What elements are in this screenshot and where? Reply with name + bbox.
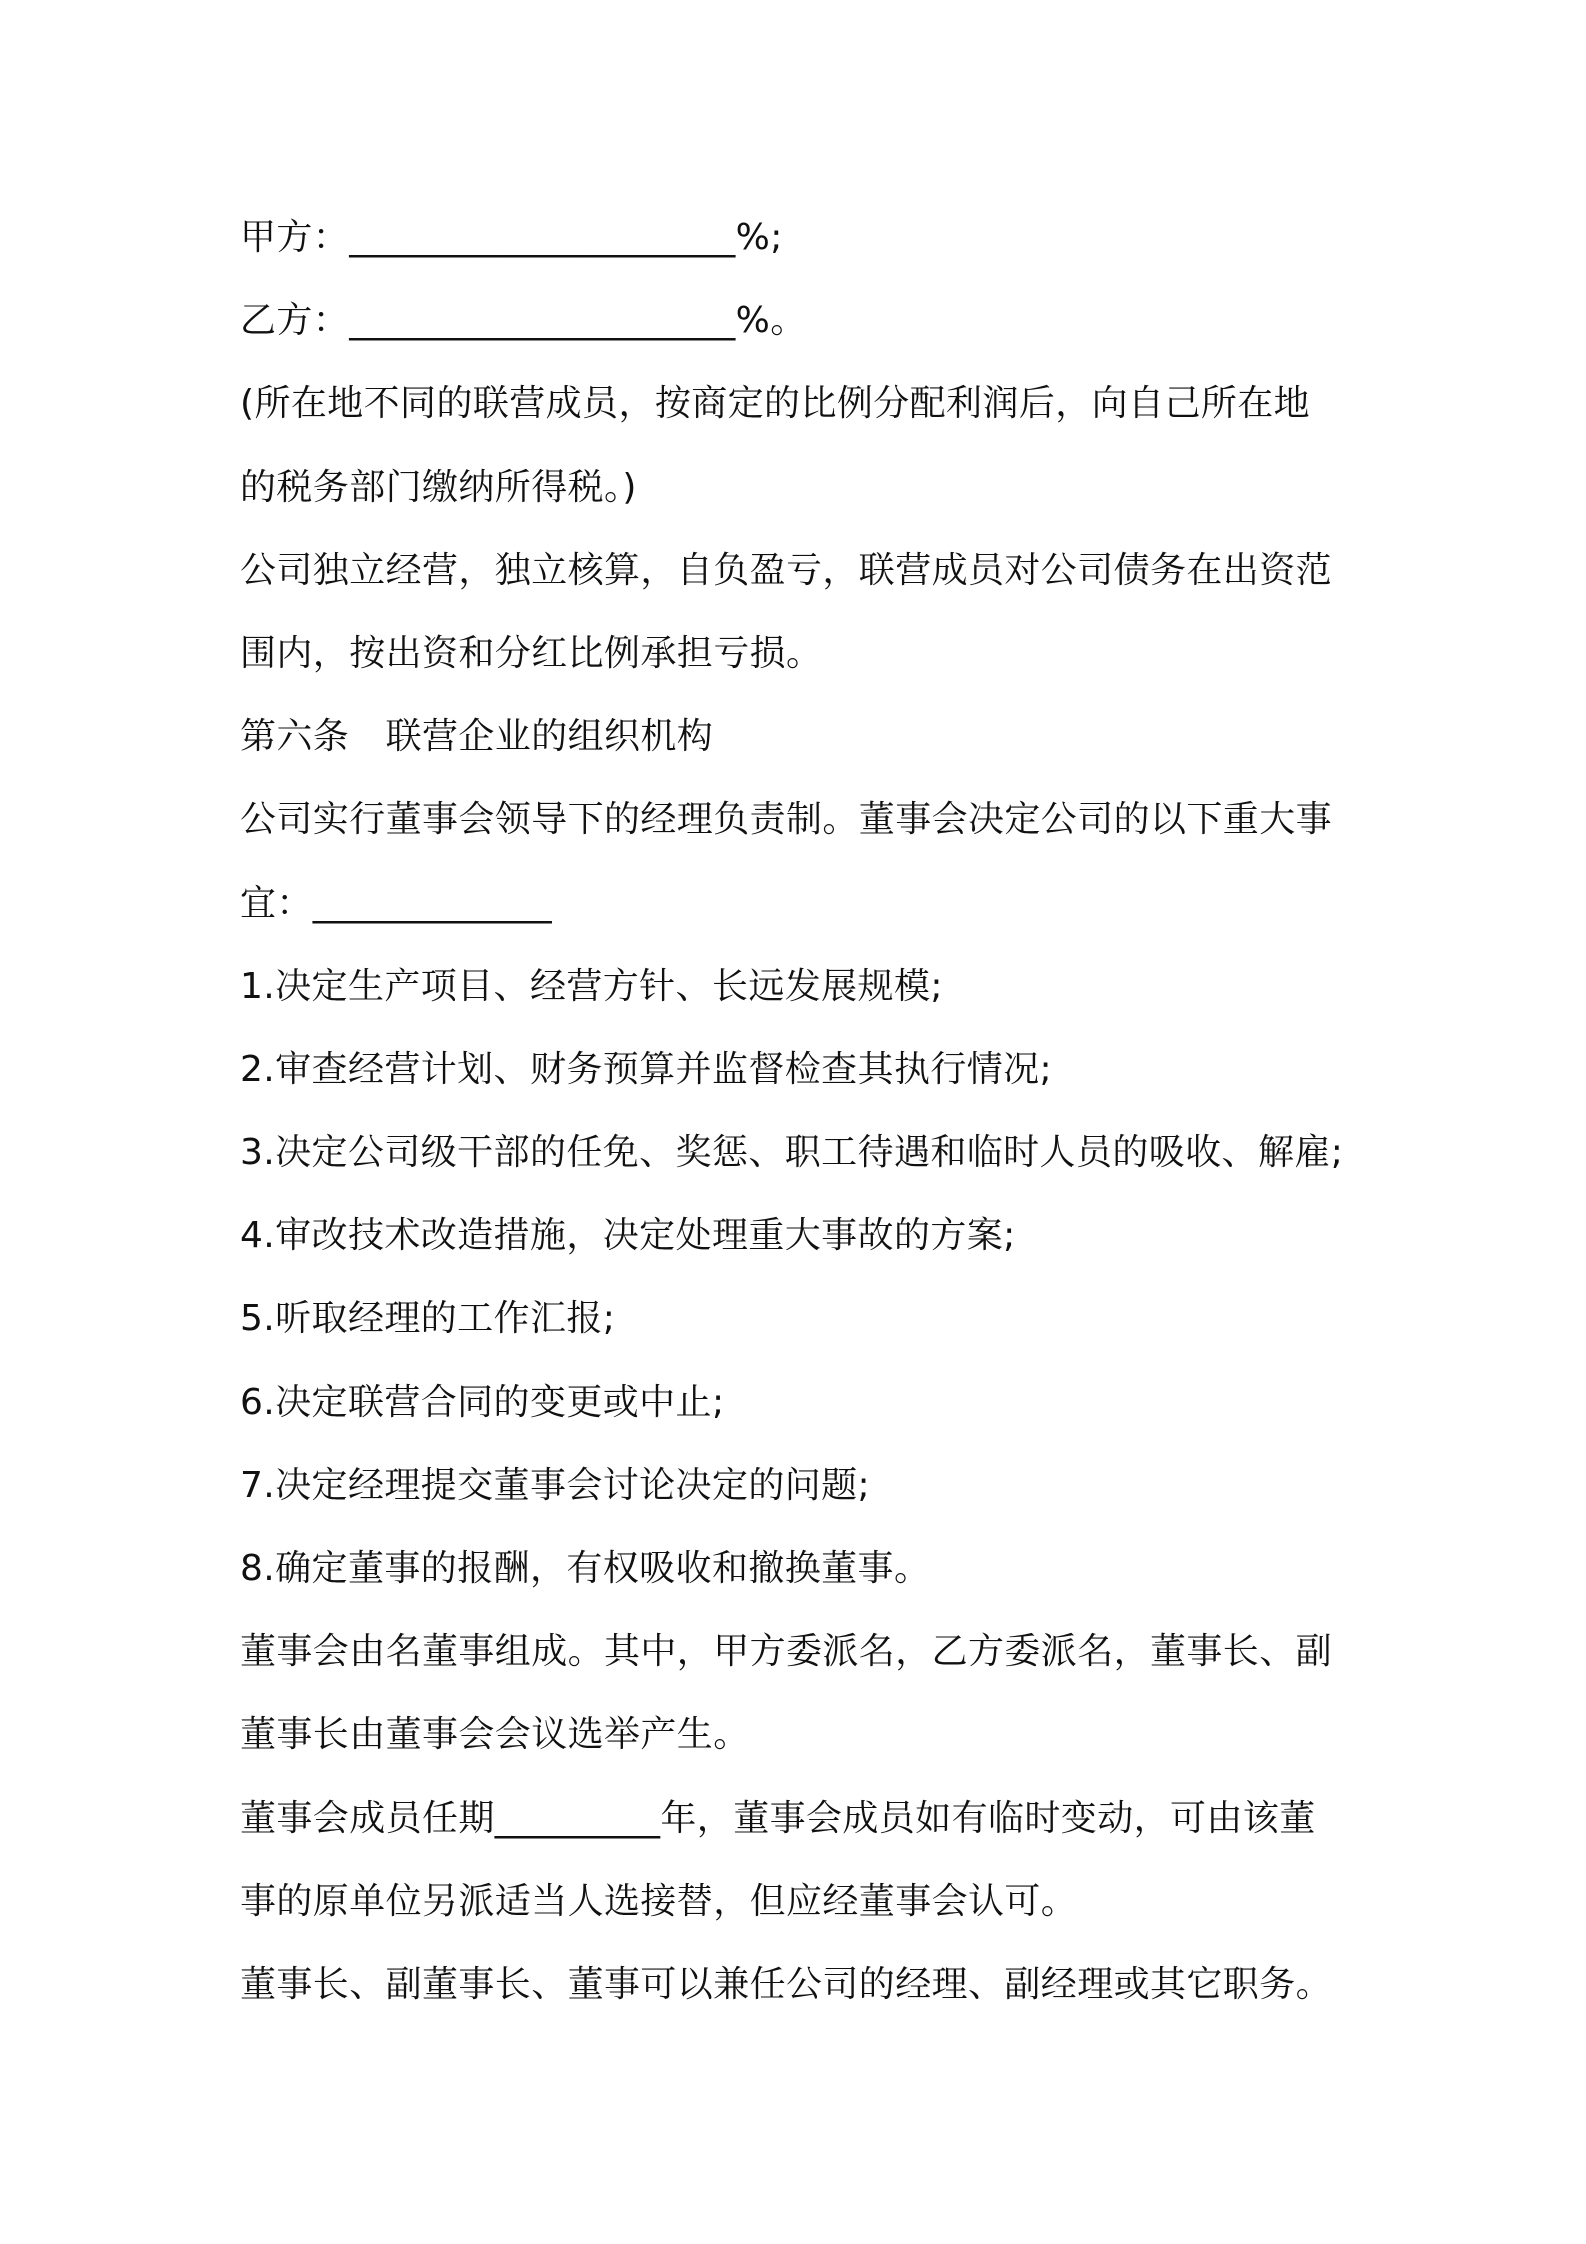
board-duty-item-7: 7.决定经理提交董事会讨论决定的问题;: [240, 1464, 871, 1506]
board-duty-item-5: 5.听取经理的工作汇报;: [240, 1298, 616, 1340]
board-duty-item-1: 1.决定生产项目、经营方针、长远发展规模;: [240, 965, 943, 1007]
article-six-heading: 第六条 联营企业的组织机构: [240, 716, 714, 758]
tax-note-line-1: (所在地不同的联营成员，按商定的比例分配利润后，向自己所在地: [240, 383, 1311, 425]
board-responsibility-line-1: 公司实行董事会领导下的经理负责制。董事会决定公司的以下重大事: [240, 799, 1333, 841]
board-composition-line-2: 董事长由董事会会议选举产生。: [240, 1714, 750, 1756]
accounting-paragraph-line-1: 公司独立经营，独立核算，自负盈亏，联营成员对公司债务在出资范: [240, 549, 1333, 591]
document-body: [240, 196, 1370, 2026]
tax-note-line-2: 的税务部门缴纳所得税。): [240, 466, 637, 508]
board-responsibility-line-2: 宜：_____________: [240, 882, 552, 924]
board-duty-item-2: 2.审查经营计划、财务预算并监督检查其执行情况;: [240, 1048, 1053, 1090]
accounting-paragraph-line-2: 围内，按出资和分红比例承担亏损。: [240, 632, 823, 674]
party-a-share-line: 甲方：_____________________%;: [240, 217, 783, 258]
party-b-share-line: 乙方：_____________________%。: [240, 300, 807, 342]
board-term-line-2: 事的原单位另派适当人选接替，但应经董事会认可。: [240, 1880, 1078, 1922]
board-duty-item-4: 4.审改技术改造措施，决定处理重大事故的方案;: [240, 1215, 1016, 1257]
board-duty-item-3: 3.决定公司级干部的任免、奖惩、职工待遇和临时人员的吸收、解雇;: [240, 1132, 1344, 1174]
board-composition-line-1: 董事会由名董事组成。其中，甲方委派名，乙方委派名，董事长、副: [240, 1631, 1333, 1673]
board-duty-item-8: 8.确定董事的报酬，有权吸收和撤换董事。: [240, 1548, 931, 1589]
board-term-line-1: 董事会成员任期_________年，董事会成员如有临时变动，可由该董: [240, 1797, 1316, 1839]
concurrent-positions-line: 董事长、副董事长、董事可以兼任公司的经理、副经理或其它职务。: [240, 1963, 1333, 2005]
board-duty-item-6: 6.决定联营合同的变更或中止;: [240, 1381, 725, 1423]
